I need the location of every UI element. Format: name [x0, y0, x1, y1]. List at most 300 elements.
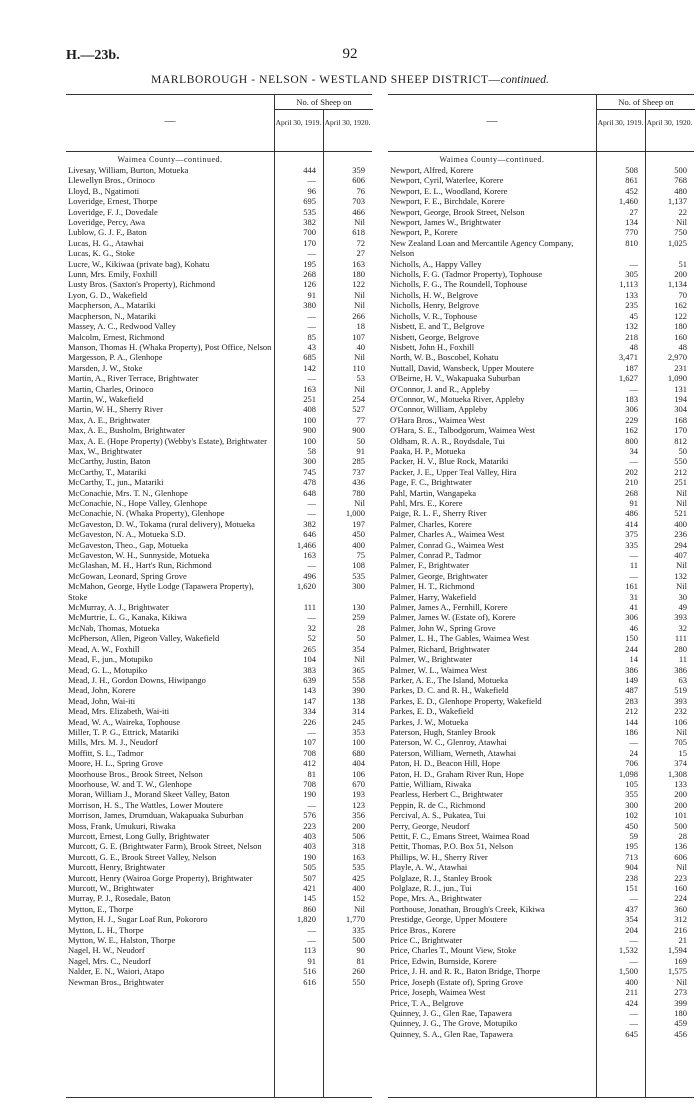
table-row	[388, 1008, 694, 1018]
table-row	[388, 831, 694, 841]
sheep-1919: 713	[625, 851, 638, 862]
sheep-1920: 558	[352, 674, 365, 685]
sheep-1920: 168	[674, 414, 687, 425]
sheep-1920: 28	[356, 622, 365, 633]
sheep-1920: 1,594	[667, 945, 687, 956]
sheep-1919: 105	[625, 778, 638, 789]
sheep-1920: 365	[352, 664, 365, 675]
sheep-1919: 96	[307, 185, 316, 196]
sheep-1919: 59	[629, 831, 638, 841]
sheep-1919: 91	[629, 498, 638, 508]
table-row	[66, 623, 372, 633]
table-row	[388, 321, 694, 331]
table-row	[388, 987, 694, 997]
sheep-1919: —	[629, 570, 638, 581]
sheep-1919: —	[629, 1018, 638, 1029]
sheep-1919: 1,098	[618, 768, 638, 779]
sheep-1919: 487	[625, 685, 638, 696]
sheep-1920: 812	[674, 435, 687, 446]
table-row	[66, 966, 372, 976]
sheep-1919: 424	[625, 997, 638, 1008]
sheep-1920: 312	[674, 914, 687, 925]
table-row	[66, 789, 372, 799]
owner-name: Moore, H. L., Spring Grove	[68, 758, 163, 769]
sheep-1920: 1,308	[667, 768, 687, 779]
table-row	[66, 498, 372, 508]
sheep-1919: 616	[303, 976, 316, 987]
table-row	[388, 800, 694, 810]
sheep-1919: 161	[625, 581, 638, 592]
sheep-1920: 1,137	[667, 196, 687, 207]
sheep-1920: 28	[678, 831, 687, 841]
sheep-1919: 218	[625, 331, 638, 342]
owner-name: McPherson, Allen, Pigeon Valley, Wakefield	[68, 633, 220, 644]
header-1919: April 30, 1919.	[596, 110, 644, 151]
table-row	[66, 373, 372, 383]
table-row	[66, 581, 372, 602]
sheep-1920: 335	[352, 924, 365, 935]
owner-name: Mead, John, Korere	[68, 685, 136, 696]
sheep-1919: 244	[625, 643, 638, 654]
sheep-1920: 107	[352, 331, 365, 342]
owner-name: Nalder, E. N., Waiori, Atapo	[68, 966, 165, 977]
table-row	[388, 956, 694, 966]
sheep-1919: 478	[303, 477, 316, 488]
sheep-1920: 318	[352, 841, 365, 852]
table-row	[388, 508, 694, 518]
sheep-1920: 425	[352, 872, 365, 883]
owner-name: McMahon, George, Hytle Lodge (Tapawera Property), Stoke	[68, 581, 254, 602]
table-row	[388, 332, 694, 342]
owner-name: Nicholls, A., Happy Valley	[390, 258, 482, 269]
sheep-1919: 706	[625, 758, 638, 769]
owner-name: Parkes, D. C. and R. H., Wakefield	[390, 685, 509, 696]
sheep-1919: 133	[625, 289, 638, 300]
sheep-1920: 399	[674, 997, 687, 1008]
owner-name: McCarthy, T., Matariki	[68, 466, 147, 477]
sheep-1920: 459	[674, 1018, 687, 1029]
sheep-1920: 21	[678, 935, 687, 946]
sheep-1920: 122	[352, 279, 365, 290]
table-row	[388, 914, 694, 924]
sheep-1920: 100	[352, 737, 365, 748]
sheep-1919: 52	[307, 633, 316, 644]
sheep-1920: 200	[674, 799, 687, 810]
sheep-1919: 268	[303, 269, 316, 280]
sheep-1919: 226	[303, 716, 316, 727]
sheep-1919: —	[307, 248, 316, 259]
sheep-1919: 102	[625, 810, 638, 821]
owner-name: Marsden, J. W., Stoke	[68, 362, 143, 373]
table-row	[388, 196, 694, 206]
owner-name: Murcott, Henry (Wairoa Gorge Property), Brightwater	[68, 872, 253, 883]
sheep-1919: 134	[625, 217, 638, 228]
sheep-1919: —	[307, 498, 316, 508]
sheep-1919: 1,113	[619, 279, 638, 290]
sheep-1920: 197	[352, 518, 365, 529]
table-row	[388, 998, 694, 1008]
sheep-1919: 380	[303, 300, 316, 311]
owner-name: Mead, G. L., Motupiko	[68, 664, 148, 675]
owner-name: Price, T. A., Belgrove	[390, 997, 464, 1008]
table-row	[388, 467, 694, 477]
owner-name: O'Connor, William, Appleby	[390, 404, 488, 415]
sheep-1919: 195	[303, 258, 316, 269]
sheep-1919: 375	[625, 529, 638, 540]
sheep-1920: 75	[356, 550, 365, 561]
sheep-1919: 43	[307, 341, 316, 352]
owner-name: Lucas, K. G., Stoke	[68, 248, 135, 259]
left-table	[66, 94, 372, 1098]
sheep-1919: —	[629, 893, 638, 904]
table-row	[66, 914, 372, 924]
sheep-1920: 254	[352, 393, 365, 404]
sheep-1920: Nil	[676, 862, 687, 873]
sheep-1919: 190	[303, 851, 316, 862]
table-row	[388, 571, 694, 581]
sheep-1919: 85	[307, 331, 316, 342]
table-row	[66, 165, 372, 175]
sheep-1920: 15	[678, 747, 687, 758]
table-row	[66, 654, 372, 664]
owner-name: Polglaze, R. J., Stanley Brook	[390, 872, 492, 883]
table-row	[66, 279, 372, 289]
sheep-1920: 50	[356, 435, 365, 446]
owner-name: Price, Joseph (Estate of), Spring Grove	[390, 976, 523, 987]
sheep-1919: 516	[303, 966, 316, 977]
owner-name: Parkes, E. D., Glenhope Property, Wakefield	[390, 695, 542, 706]
sheep-1919: 107	[303, 737, 316, 748]
owner-name: Macpherson, A., Matariki	[68, 300, 156, 311]
sheep-1920: 108	[352, 560, 365, 571]
sheep-1919: 708	[303, 747, 316, 758]
sheep-1919: 403	[303, 831, 316, 841]
owner-name: Palmer, Conrad G., Waimea West	[390, 539, 504, 550]
table-row	[388, 279, 694, 289]
table-row	[388, 300, 694, 310]
sheep-1919: 11	[629, 560, 638, 571]
table-row	[66, 841, 372, 851]
sheep-1919: 535	[303, 206, 316, 217]
table-row	[388, 862, 694, 872]
owner-name: Paton, H. D., Graham River Run, Hope	[390, 768, 524, 779]
table-row	[66, 519, 372, 529]
table-row	[66, 956, 372, 966]
sheep-1920: 705	[674, 737, 687, 748]
owner-name: Perry, George, Neudorf	[390, 820, 470, 831]
table-row	[66, 779, 372, 789]
sheep-1919: 204	[625, 924, 638, 935]
owner-name: Mead, John, Wai-iti	[68, 695, 136, 706]
table-body	[388, 165, 694, 1039]
table-row	[388, 290, 694, 300]
owner-name: McConachie, N., Hope Valley, Glenhope	[68, 498, 208, 508]
sheep-1920: 294	[674, 539, 687, 550]
table-row	[388, 425, 694, 435]
sheep-1920: 18	[356, 321, 365, 332]
sheep-1919: 646	[303, 529, 316, 540]
table-row	[66, 540, 372, 550]
sheep-1920: 750	[674, 227, 687, 238]
sheep-1920: Nil	[354, 383, 365, 394]
sheep-1919: 306	[625, 404, 638, 415]
table-row	[388, 394, 694, 404]
table-row	[66, 508, 372, 518]
owner-name: Martin, A., River Terrace, Brightwater	[68, 373, 199, 384]
owner-name: Newport, George, Brook Street, Nelson	[390, 206, 525, 217]
owner-name: Palmer, James W. (Estate of), Korere	[390, 612, 516, 623]
sheep-1919: —	[307, 612, 316, 623]
sheep-1919: —	[629, 383, 638, 394]
sheep-1919: 306	[625, 612, 638, 623]
page-number: 92	[342, 46, 358, 62]
sheep-1919: 46	[629, 622, 638, 633]
owner-name: Oldham, R. A. R., Roydsdale, Tui	[390, 435, 506, 446]
sheep-1920: 212	[674, 466, 687, 477]
table-row	[66, 644, 372, 654]
sheep-1919: —	[629, 1007, 638, 1018]
sheep-1919: 382	[303, 518, 316, 529]
table-row	[388, 706, 694, 716]
table-row	[66, 352, 372, 362]
county-heading: Waimea County—continued.	[117, 155, 223, 164]
sheep-1920: 359	[352, 165, 365, 175]
sheep-1919: 745	[303, 466, 316, 477]
page-title	[0, 74, 700, 86]
sheep-1919: 412	[303, 758, 316, 769]
sheep-1919: 81	[307, 768, 316, 779]
sheep-1920: 259	[352, 612, 365, 623]
owner-name: Mead, A. W., Foxhill	[68, 643, 140, 654]
table-row	[66, 311, 372, 321]
owner-name: Pope, Mrs. A., Brightwater	[390, 893, 482, 904]
owner-name: Miller, T. P. G., Ettrick, Matariki	[68, 726, 180, 737]
table-row	[388, 342, 694, 352]
sheep-1920: 51	[678, 258, 687, 269]
sheep-1920: Nil	[354, 654, 365, 665]
table-row	[66, 706, 372, 716]
sheep-1920: 232	[674, 706, 687, 717]
sheep-1919: 355	[625, 789, 638, 800]
owner-name: Price, Joseph, Waimea West	[390, 987, 486, 998]
table-row	[388, 841, 694, 851]
sheep-1919: 34	[629, 445, 638, 456]
sheep-1920: 390	[352, 685, 365, 696]
sheep-1919: 685	[303, 352, 316, 363]
table-row	[66, 321, 372, 331]
sheep-1920: 404	[352, 758, 365, 769]
owner-name: Palmer, W., Brightwater	[390, 654, 473, 665]
owner-name: Palmer, James A., Fernhill, Korere	[390, 602, 508, 613]
sheep-1920: 91	[356, 445, 365, 456]
sheep-1919: 648	[303, 487, 316, 498]
sheep-1920: Nil	[354, 903, 365, 914]
table-row	[388, 207, 694, 217]
owner-name: O'Hara Bros., Waimea West	[390, 414, 485, 425]
sheep-1919: 300	[303, 456, 316, 467]
sheep-1919: 904	[625, 862, 638, 873]
sheep-1919: —	[307, 310, 316, 321]
owner-name: Lunn, Mrs. Emily, Foxhill	[68, 269, 158, 280]
sheep-1919: 1,466	[296, 539, 316, 550]
table-row	[388, 977, 694, 987]
sheep-1920: 122	[674, 310, 687, 321]
owner-name: Palmer, John W., Spring Grove	[390, 622, 496, 633]
owner-name: Percival, A. S., Pukatea, Tui	[390, 810, 486, 821]
sheep-1919: —	[307, 508, 316, 519]
table-row	[388, 175, 694, 185]
sheep-1919: 437	[625, 903, 638, 914]
table-row	[66, 446, 372, 456]
sheep-1920: 170	[674, 425, 687, 436]
sheep-1920: Nil	[354, 300, 365, 311]
sheep-1919: —	[307, 935, 316, 946]
owner-name: Paige, R. L. F., Sherry River	[390, 508, 487, 519]
sheep-1919: 142	[303, 362, 316, 373]
sheep-1920: 300	[352, 581, 365, 592]
table-row	[66, 935, 372, 945]
table-row	[388, 737, 694, 747]
sheep-1920: Nil	[354, 352, 365, 363]
owner-name: Porthouse, Jonathan, Brough's Creek, Kikiwa	[390, 903, 545, 914]
table-row	[66, 186, 372, 196]
sheep-1919: 111	[303, 602, 316, 613]
sheep-1920: 356	[352, 810, 365, 821]
owner-name: Nisbett, John H., Foxhill	[390, 341, 475, 352]
table-row	[66, 862, 372, 872]
table-row	[388, 456, 694, 466]
table-row	[388, 498, 694, 508]
owner-name: Nagel, H. W., Neudorf	[68, 945, 145, 956]
sheep-1920: 1,090	[667, 373, 687, 384]
sheep-1919: 810	[625, 237, 638, 248]
sheep-1919: 1,620	[296, 581, 316, 592]
sheep-1919: 700	[303, 227, 316, 238]
sheep-1920: 273	[674, 987, 687, 998]
sheep-1920: 138	[352, 695, 365, 706]
owner-name: Murcott, W., Brightwater	[68, 883, 154, 894]
table-row	[66, 269, 372, 279]
owner-name: Palmer, Charles, Korere	[390, 518, 472, 529]
table-row	[66, 477, 372, 487]
owner-name: Paton, H. D., Beacon Hill, Hope	[390, 758, 501, 769]
owner-name: McGlashan, M. H., Hart's Run, Richmond	[68, 560, 212, 571]
sheep-1919: 268	[625, 487, 638, 498]
sheep-1920: 132	[674, 570, 687, 581]
table-row	[66, 571, 372, 581]
table-row	[388, 821, 694, 831]
sheep-1919: 800	[625, 435, 638, 446]
table-row	[388, 748, 694, 758]
sheep-1920: 535	[352, 862, 365, 873]
owner-name: Pahl, Mrs. E., Korere	[390, 498, 463, 508]
owner-name: McGaveston, N. A., Motueka S.D.	[68, 529, 186, 540]
sheep-1920: 123	[352, 799, 365, 810]
sheep-1920: 768	[674, 175, 687, 186]
table-header	[66, 95, 372, 152]
sheep-1919: 334	[303, 706, 316, 717]
sheep-1919: 91	[307, 289, 316, 300]
table-row	[66, 945, 372, 955]
owner-name: Price Bros., Korere	[390, 924, 456, 935]
sheep-1919: 383	[303, 664, 316, 675]
owner-name: McCarthy, Justin, Baton	[68, 456, 151, 467]
sheep-1920: 1,575	[667, 966, 687, 977]
sheep-1920: 48	[678, 341, 687, 352]
sheep-1919: 143	[303, 685, 316, 696]
table-row	[388, 1018, 694, 1028]
table-row	[388, 227, 694, 237]
sheep-1920: Nil	[676, 560, 687, 571]
table-row	[388, 165, 694, 175]
owner-name: Nisbett, E. and T., Belgrove	[390, 321, 485, 332]
table-row	[388, 789, 694, 799]
sheep-1920: Nil	[676, 487, 687, 498]
sheep-1919: 149	[625, 674, 638, 685]
table-row	[388, 488, 694, 498]
owner-name: McCarthy, T., jun., Matariki	[68, 477, 164, 488]
table-row	[388, 633, 694, 643]
table-row	[388, 540, 694, 550]
sheep-1920: 314	[352, 706, 365, 717]
table-row	[66, 248, 372, 258]
sheep-1920: 466	[352, 206, 365, 217]
owner-name: Newport, F. E., Birchdale, Korere	[390, 196, 505, 207]
table-row	[66, 175, 372, 185]
sheep-1920: 22	[678, 206, 687, 217]
sheep-1919: 24	[629, 747, 638, 758]
table-row	[66, 925, 372, 935]
owner-name: Murcott, Ernest, Long Gully, Brightwater	[68, 831, 210, 841]
sheep-1919: —	[629, 955, 638, 966]
sheep-1920: 77	[356, 414, 365, 425]
sheep-1919: 27	[629, 206, 638, 217]
sheep-1920: 900	[352, 425, 365, 436]
table-row	[388, 758, 694, 768]
sheep-1919: 210	[625, 477, 638, 488]
sheep-1919: 507	[303, 872, 316, 883]
owner-name: Palmer, Conrad P., Tadmor	[390, 550, 482, 561]
owner-name: Murcott, Henry, Brightwater	[68, 862, 166, 873]
sheep-1919: 145	[303, 893, 316, 904]
owner-name: Martin, Charles, Orinoco	[68, 383, 154, 394]
sheep-1920: 500	[674, 820, 687, 831]
owner-name: Prestidge, George, Upper Moutere	[390, 914, 508, 925]
table-row	[66, 290, 372, 300]
owner-name: Nicholls, F. G. (Tadmor Property), Tophouse	[390, 269, 543, 280]
owner-name: O'Beirne, H. V., Wakapuaka Suburban	[390, 373, 521, 384]
owner-name: Mytton, E., Thorpe	[68, 903, 134, 914]
sheep-1920: 500	[674, 165, 687, 175]
table-row	[66, 852, 372, 862]
table-row	[388, 935, 694, 945]
table-row	[388, 363, 694, 373]
sheep-1919: 100	[303, 414, 316, 425]
sheep-1920: 106	[674, 716, 687, 727]
table-row	[66, 758, 372, 768]
sheep-1920: 606	[674, 851, 687, 862]
sheep-1920: 527	[352, 404, 365, 415]
sheep-1920: Nil	[676, 498, 687, 508]
owner-name: Moorhouse, W. and T. W., Glenhope	[68, 778, 192, 789]
table-row	[388, 560, 694, 570]
sheep-1920: 163	[352, 851, 365, 862]
sheep-1920: 163	[352, 258, 365, 269]
owner-name: Palmer, Richard, Brightwater	[390, 643, 490, 654]
table-row	[388, 893, 694, 903]
owner-name: Nicholls, V. R., Tophouse	[390, 310, 478, 321]
owner-name: O'Connor, J. and R., Appleby	[390, 383, 490, 394]
